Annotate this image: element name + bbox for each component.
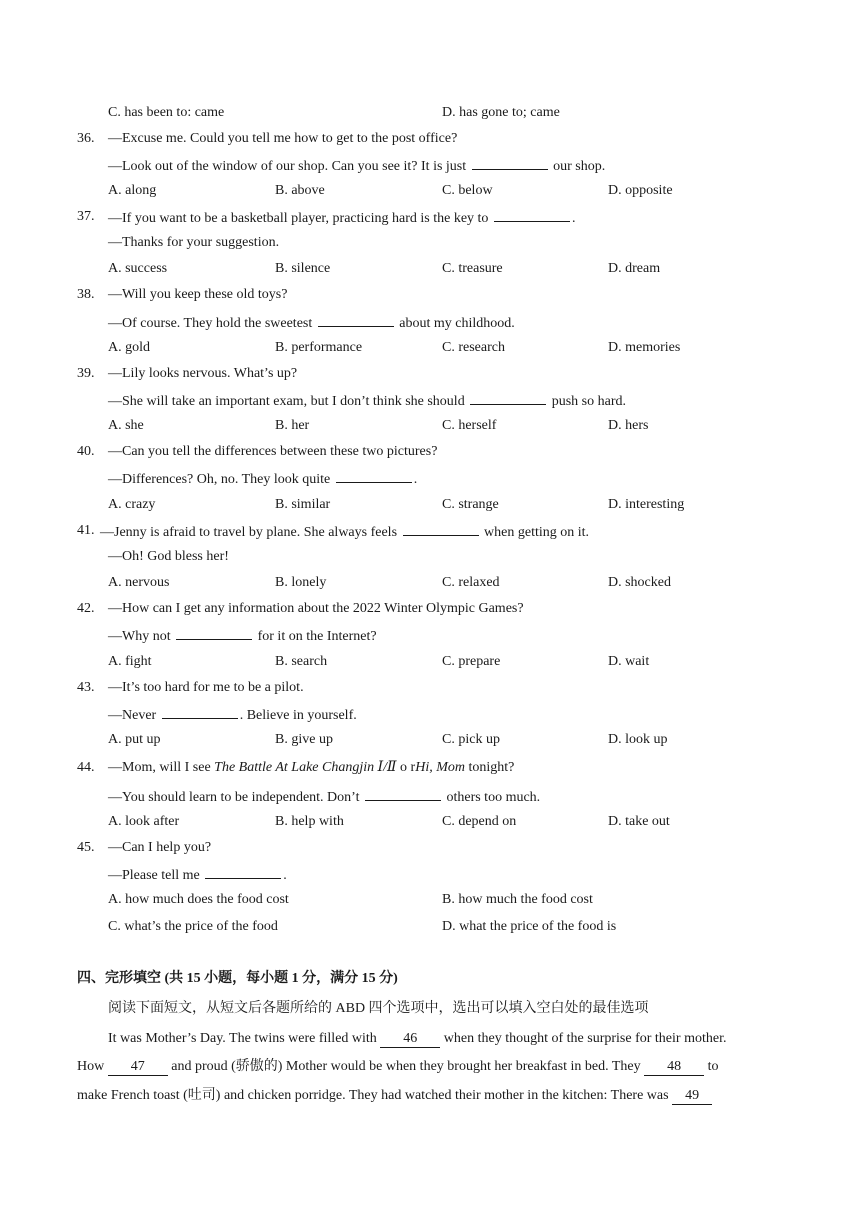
answer-blank: [403, 521, 479, 536]
question-number: 45.: [77, 840, 95, 855]
option-c: C. treasure: [442, 261, 503, 276]
option-b: B. silence: [275, 261, 331, 276]
option-d: D. wait: [608, 654, 650, 669]
option-c: C. below: [442, 183, 493, 198]
question-line: —Will you keep these old toys?: [108, 287, 288, 302]
question-line: —Thanks for your suggestion.: [108, 235, 280, 250]
question-line: —Can you tell the differences between these two pictures?: [108, 444, 438, 459]
option-c: C. pick up: [442, 732, 500, 747]
option-a: A. along: [108, 183, 157, 198]
option-d: D. what the price of the food is: [442, 919, 617, 934]
question-number: 39.: [77, 366, 95, 381]
question-line: —Differences? Oh, no. They look quite .: [108, 468, 417, 490]
option-b: B. give up: [275, 732, 333, 747]
answer-blank: [162, 704, 238, 719]
option-c-35: C. has been to: came: [108, 105, 225, 120]
question-number: 41.: [77, 523, 95, 538]
cloze-blank-46: 46: [380, 1029, 440, 1048]
answer-blank: [494, 207, 570, 222]
answer-blank: [318, 312, 394, 327]
option-a: A. put up: [108, 732, 161, 747]
option-d: D. dream: [608, 261, 661, 276]
option-c: C. research: [442, 340, 505, 355]
option-b: B. her: [275, 418, 310, 433]
option-b: B. similar: [275, 497, 331, 512]
passage-line: How 47 and proud (骄傲的) Mother would be when they brought her breakfast in bed. They 48 to: [77, 1059, 719, 1074]
option-c: C. relaxed: [442, 575, 500, 590]
question-line: —Excuse me. Could you tell me how to get to the post office?: [108, 131, 458, 146]
answer-blank: [365, 786, 441, 801]
option-a: A. gold: [108, 340, 150, 355]
answer-blank: [336, 468, 412, 483]
section-title: 四、完形填空 (共 15 小题，每小题 1 分，满分 15 分): [77, 971, 398, 986]
question-number: 43.: [77, 680, 95, 695]
option-b: B. help with: [275, 814, 344, 829]
option-b: B. search: [275, 654, 328, 669]
option-b: B. lonely: [275, 575, 327, 590]
option-c: C. strange: [442, 497, 499, 512]
question-line: —Lily looks nervous. What’s up?: [108, 366, 298, 381]
question-number: 44.: [77, 760, 95, 775]
option-d: D. memories: [608, 340, 681, 355]
movie-title: Hi, Mom: [415, 760, 465, 775]
question-line: —Mom, will I see The Battle At Lake Changjin Ⅰ/Ⅱ o rHi, Mom tonight?: [108, 760, 515, 775]
question-line: —Why not for it on the Internet?: [108, 625, 377, 647]
question-number: 36.: [77, 131, 95, 146]
option-b: B. above: [275, 183, 325, 198]
passage-line: It was Mother’s Day. The twins were filled with 46 when they thought of the surprise for their mother.: [108, 1031, 727, 1046]
question-number: 42.: [77, 601, 95, 616]
question-number: 37.: [77, 209, 95, 224]
option-d: D. hers: [608, 418, 649, 433]
option-a: A. fight: [108, 654, 152, 669]
question-line: —Please tell me .: [108, 864, 287, 886]
answer-blank: [205, 864, 281, 879]
option-d-35: D. has gone to; came: [442, 105, 560, 120]
question-line: —You should learn to be independent. Don’t others too much.: [108, 786, 540, 808]
question-line: —Look out of the window of our shop. Can you see it? It is just our shop.: [108, 155, 605, 177]
option-a: A. look after: [108, 814, 180, 829]
option-d: D. shocked: [608, 575, 671, 590]
option-c: C. what’s the price of the food: [108, 919, 278, 934]
movie-title: The Battle At Lake Changjin Ⅰ/Ⅱ: [214, 760, 397, 775]
option-d: D. interesting: [608, 497, 685, 512]
option-a: A. nervous: [108, 575, 170, 590]
question-line: —Jenny is afraid to travel by plane. She always feels when getting on it.: [100, 521, 589, 543]
option-a: A. how much does the food cost: [108, 892, 289, 907]
passage-line: make French toast (吐司) and chicken porridge. They had watched their mother in the kitchen: There was 49: [77, 1086, 712, 1106]
option-d: D. look up: [608, 732, 668, 747]
option-d: D. opposite: [608, 183, 673, 198]
question-number: 38.: [77, 287, 95, 302]
option-c: C. depend on: [442, 814, 517, 829]
question-number: 40.: [77, 444, 95, 459]
question-line: —Can I help you?: [108, 840, 212, 855]
question-line: —Oh! God bless her!: [108, 549, 229, 564]
question-line: —Of course. They hold the sweetest about my childhood.: [108, 312, 515, 334]
option-c: C. herself: [442, 418, 497, 433]
option-a: A. success: [108, 261, 168, 276]
section-instruction: 阅读下面短文，从短文后各题所给的 ABD 四个选项中，选出可以填入空白处的最佳选项: [108, 1001, 649, 1016]
question-line: —She will take an important exam, but I don’t think she should push so hard.: [108, 390, 626, 412]
cloze-blank-49: 49: [672, 1086, 712, 1105]
question-line: —It’s too hard for me to be a pilot.: [108, 680, 304, 695]
option-b: B. performance: [275, 340, 363, 355]
answer-blank: [470, 390, 546, 405]
option-c: C. prepare: [442, 654, 501, 669]
option-a: A. she: [108, 418, 144, 433]
option-d: D. take out: [608, 814, 670, 829]
answer-blank: [176, 625, 252, 640]
option-b: B. how much the food cost: [442, 892, 593, 907]
question-line: —How can I get any information about the 2022 Winter Olympic Games?: [108, 601, 524, 616]
cloze-blank-48: 48: [644, 1057, 704, 1076]
question-line: —Never . Believe in yourself.: [108, 704, 357, 726]
cloze-blank-47: 47: [108, 1057, 168, 1076]
option-a: A. crazy: [108, 497, 156, 512]
question-line: —If you want to be a basketball player, practicing hard is the key to .: [108, 207, 575, 229]
answer-blank: [472, 155, 548, 170]
